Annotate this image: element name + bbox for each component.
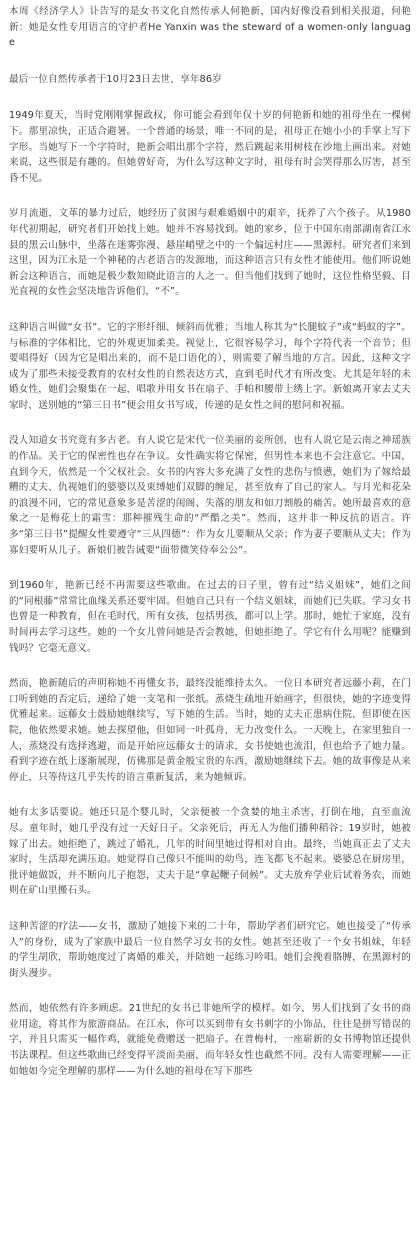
article-paragraph-5: 到1960年，艳新已经不再需要这些歌曲。在过去的日子里，曾有过“结义姐妹”，她们之间的“同根藤”常常比血缘关系还要牢固。但她自己只有一个结义姐妹，而她们已失联。学习女书也曾是一种教育，但在毛时代，所有女孩，包括男孩，都可以上学。那时，她忙于家庭，没有时间再去学习这些。她的一个女儿曾问她是否会教她，但她拒绝了。学它有什么用呢？能赚到钱吗？它毫无意义。	[9, 580, 411, 654]
article-paragraph-3: 这种语言叫做“女书”。它的字形纤细、倾斜而优雅；当地人称其为“长腿蚊子”或“蚂蚁的字”。与标准的字体相比，它的外观更加柔美。视觉上，它很容易学习，每个字符代表一个音节；但要唱得好（因为它是唱出来的，而不是口语化的），则需要了解当地的方言。因此，这种文字成为了那些未接受教育的农村女性的自然表达方式，直到毛时代才有所改变。尤其是年轻的未婚女性，她们会聚集在一起，唱歌并用女书在扇子、手帕和腰带上绣上字。新娘离开家去丈夫家时，送别她的“第三日书”便会用女书写成，传递的是女性之间的慰问和祝福。	[9, 321, 411, 411]
article-paragraph-2: 岁月流逝，文革的暴力过后，她经历了贫困与艰难婚姻中的艰辛，抚养了六个孩子。从1980年代初期起，研究者们开始找上她。她并不容易找到。她的家乡，位于中国东南部湖南省江永县的黑云山脉中，坐落在迷雾弥漫、悬崖峭壁之中的一个偏远村庄——黑源村。研究者们来到这里，因为江永是一个神秘的古老语言的发源地，而这种语言只有女性才能使用。他们听说她新会这种语言，而她是极少数知晓此语言的人之一。但当他们找到了她时，这位性格坚毅、目光直视的女性会坚决地告诉他们，“不”。	[9, 208, 411, 298]
article-paragraph-8: 这种苦涩的疗法——女书，激励了她接下来的二十年，帮助学者们研究它。她也接受了“传承人”的身份，成为了家族中最后一位自然学习女书的女性。她甚至还收了一个女书姐妹，年轻的学生胡欣，帮助她度过了离婚的难关，并陪她一起练习吟唱。她们会挽着胳膊，在黑源村的街头漫步。	[9, 920, 411, 979]
article-paragraph-9: 然而，她依然有许多顾虑。21世纪的女书已非她所学的模样。如今，男人们找到了女书的商业用途，将其作为旅游商品。在江永，你可以买到带有女书刺字的小饰品，往往是拼写错误的字，并且只需买一幅作鸡，就能免费赠送一把扇子。在普梅村，一座崭新的女书博物馆还提供书法课程。但这些歌曲已经变得平淡而美丽，而年轻女性也截然不同。没有人需要理解——正如她如今完全理解的那样——为什么她的祖母在写下那些	[9, 1003, 411, 1077]
article-paragraph-1: 1949年夏天，当时党刚刚掌握政权，你可能会看到年仅十岁的何艳新和她的祖母坐在一棵树下。那里凉快，正适合避暑。一个普通的场景，唯一不同的是，祖母正在她小小的手掌上写下字形。当她写下一个字符时，艳新会唱出那个字符，然后跳起来用树枝在沙地上画出来。对她来说，这些很是有趣的。但她曾好奇，为什么写这种文字时，祖母有时会哭得那么厉害，甚至昏不见。	[9, 110, 411, 184]
article-paragraph-7: 她有太多话要说。她还只是个婴儿时，父亲便被一个贪婪的地主杀害，打倒在地，直至血流尽。童年时，她几乎没有过一天好日子。父亲死后，再无人为他们播种稻谷；19岁时，她被嫁了出去。她拒绝了，跳过了婚礼，几年的时间里她过得相对自由。最终，当她真正去了丈夫家时，生活却充满压迫。她觉得自己像只不能叫的幼鸟，连飞都飞不起来。婆婆总在厨房里，批评她做饭，并不断向儿子抱怨，丈夫于是“拿起鞭子伺候”。丈夫放弃学业后试着务农，而她则在矿山里搬石头。	[9, 807, 411, 897]
article-lead: 最后一位自然传承者于10月23日去世，享年86岁	[9, 73, 222, 85]
article-intro: 本周《经济学人》讣告写的是女书文化自然传承人何艳新，国内好像没看到相关报道，何艳新：她是女性专用语言的守护者He Yanxin was the steward of a women-only language	[9, 6, 411, 49]
article-paragraph-4: 没人知道女书究竟有多古老。有人说它是宋代一位美丽的妾所创，也有人说它是云南之神瑶族的作品。关于它的保密性也存在争议。女性确实将它保密，但男性本来也不会注意它。中国，直到今天，依然是一个父权社会。女书的内容大多充满了女性的悲伤与愤懑，她们为了嫁给最糟的丈夫、仇视她们的婆婆以及束缚她们双脚的缠足，甚至放弃了自己的家人。与月光和花朵的浪漫不同，它的常见意象多是苦涩的闺阁、失落的朋友和如刀割般的痛苦。她所最喜欢的意象之一是梅花上的霜雪：那种摧残生命的“严酷之美”。然而，这并非一种反抗的语言。许多“第三日书”提醒女性要遵守“三从四德”：作为女儿要顺从父亲；作为妻子要顺从丈夫；作为寡妇要听从儿子。新娘们被告诫要“面带微笑侍奉公公”。	[9, 435, 411, 556]
article-paragraph-6: 然而，艳新随后的声明称她不再懂女书，最终没能维持太久。一位日本研究者远藤小莉，在门口听到她的否定后，递给了她一支笔和一张纸。蒸烧生疏地开始画字，但很快，她的字迹变得优雅起来。远藤女士鼓励她继续写，写下她的生活。当时，她的丈夫正患病住院，但即使在医院，他依然要求她。她去探望他，但如同一叶孤舟，无力改变什么。一天晚上，在家里独自一人，蒸烧没有选择逃避，而是开始应远藤女士的请求，女书使她也流泪，但也给予了她力量。看到字迹在纸上逐渐展现，仿佛那是黄金般宝贵的东西，激励她继续下去。她的故事像是从来停止，只等待这几乎失传的语言重新复活，来为她倾诉。	[9, 678, 411, 783]
